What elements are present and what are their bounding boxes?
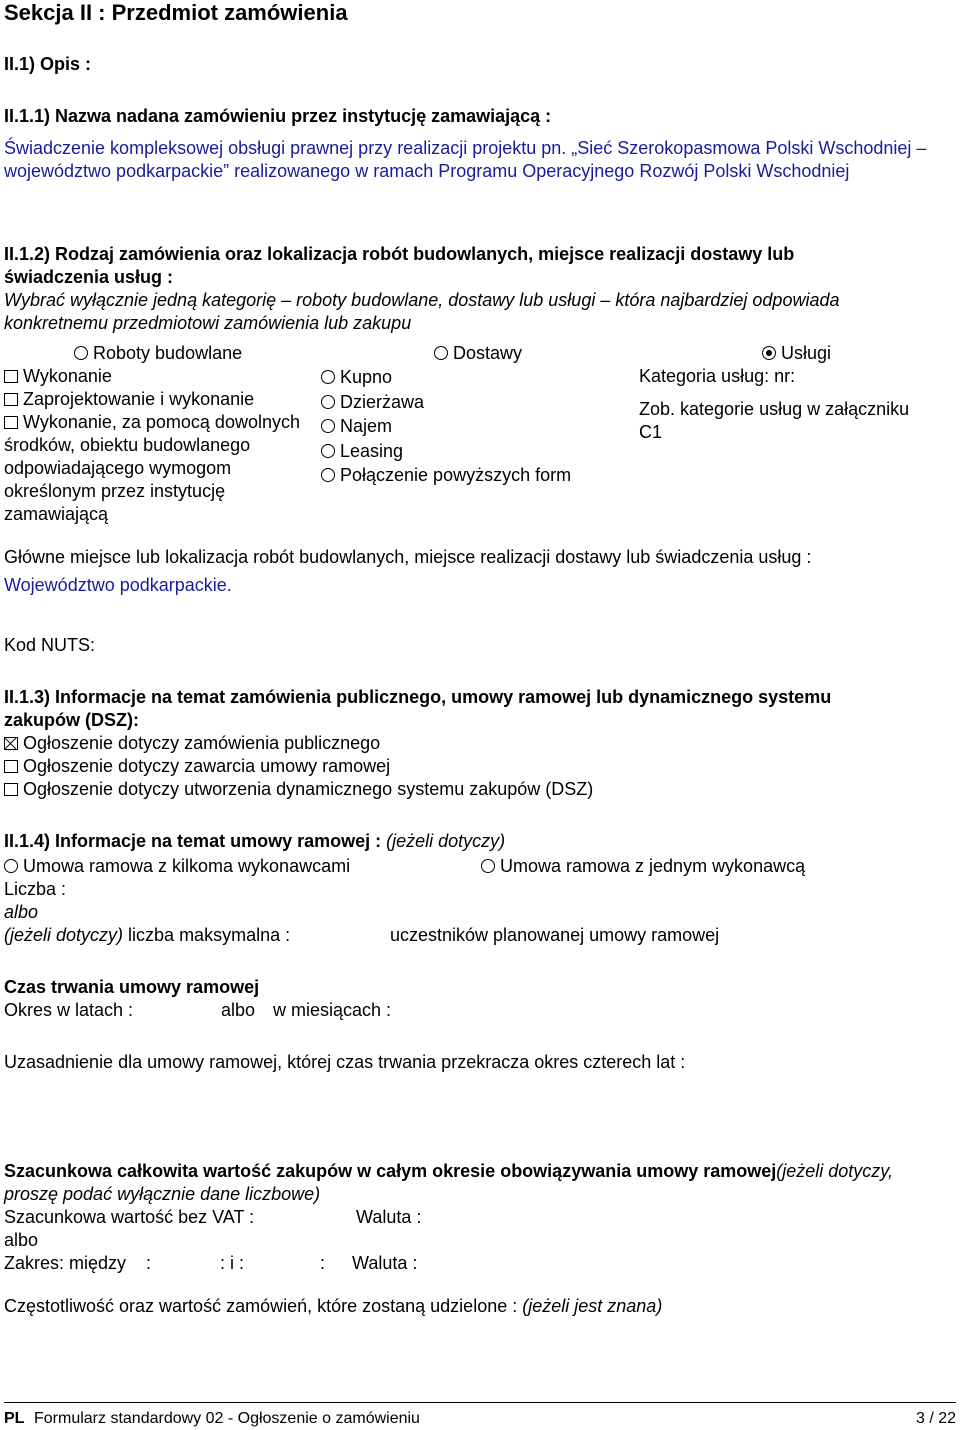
checkbox-icon[interactable]	[4, 760, 18, 773]
checkbox-icon[interactable]	[4, 393, 18, 406]
szacunkowa-heading	[4, 1160, 893, 1183]
checkbox-checked-icon[interactable]	[4, 737, 18, 750]
opis-heading: II.1) Opis :	[4, 54, 92, 74]
radio-empty-icon[interactable]	[481, 859, 495, 873]
radio-empty-icon[interactable]	[4, 859, 18, 873]
roboty-option-dowolne[interactable]	[4, 411, 300, 434]
option-label: Dzierżawa	[340, 392, 425, 412]
radio-empty-icon[interactable]	[321, 370, 335, 384]
uslugi-zob-line2: C1	[639, 422, 663, 442]
szacunkowa-heading-text: Szacunkowa całkowita wartość zakupów w całym okresie obowiązywania umowy ramowej	[4, 1161, 777, 1181]
radio-empty-icon[interactable]	[74, 346, 88, 360]
option-label: Umowa ramowa z jednym wykonawcą	[500, 856, 806, 876]
czestotliwosc-note: (jeżeli jest znana)	[522, 1296, 663, 1316]
footer-form-title: Formularz standardowy 02 - Ogłoszenie o zamówieniu	[34, 1410, 420, 1427]
roboty-option-dowolne-line4: określonym przez instytucję	[4, 481, 226, 501]
umowa-heading-text: II.1.4) Informacje na temat umowy ramowej :	[4, 831, 382, 851]
option-label: Kupno	[340, 367, 393, 387]
informacje-option-zamowienie[interactable]	[4, 732, 380, 755]
rodzaj-heading-line2: świadczenia usług :	[4, 267, 174, 287]
category-roboty-label: Roboty budowlane	[93, 343, 243, 363]
umowa-uczestnikow: uczestników planowanej umowy ramowej	[390, 925, 720, 945]
radio-selected-icon[interactable]	[762, 346, 776, 360]
dostawy-option-kupno[interactable]	[321, 366, 392, 389]
option-label: Najem	[340, 416, 393, 436]
umowa-radio-kilkoma[interactable]	[4, 855, 350, 878]
nazwa-heading: II.1.1) Nazwa nadana zamówieniu przez instytucję zamawiającą :	[4, 106, 552, 126]
dostawy-option-dzierzawa[interactable]	[321, 391, 424, 414]
umowa-heading	[4, 830, 505, 853]
umowa-max-label: liczba maksymalna :	[128, 925, 291, 945]
footer-lang: PL	[4, 1410, 25, 1427]
miesiacach-label: w miesiącach :	[273, 1000, 392, 1020]
czas-heading: Czas trwania umowy ramowej	[4, 977, 260, 997]
roboty-option-zaprojektowanie[interactable]	[4, 388, 254, 411]
informacje-option-dsz[interactable]	[4, 778, 593, 801]
szacunkowa-albo: albo	[4, 1230, 39, 1250]
category-dostawy-label: Dostawy	[453, 343, 523, 363]
czestotliwosc-label: Częstotliwość oraz wartość zamówień, które zostaną udzielone :	[4, 1296, 518, 1316]
waluta-label-2: Waluta :	[352, 1253, 418, 1273]
nazwa-value: Świadczenie kompleksowej obsługi prawnej przy realizacji projektu pn. „Sieć Szerokopasmowa Polski Wschodniej – województwo podkarpackie” realizowanego w ramach Programu Operacyjnego Rozwój Polski Wschodniej	[4, 138, 927, 181]
option-label: Leasing	[340, 441, 404, 461]
footer-divider	[4, 1402, 956, 1403]
option-label: Ogłoszenie dotyczy zawarcia umowy ramowej	[23, 756, 391, 776]
roboty-option-dowolne-line5: zamawiającą	[4, 504, 109, 524]
informacje-option-umowa-ramowa[interactable]	[4, 755, 390, 778]
option-label: Wykonanie, za pomocą dowolnych	[23, 412, 300, 432]
okres-albo: albo	[221, 1000, 256, 1020]
category-uslugi[interactable]	[762, 342, 831, 365]
dostawy-option-leasing[interactable]	[321, 440, 403, 463]
miejsce-label: Główne miejsce lub lokalizacja robót budowlanych, miejsce realizacji dostawy lub świadczenia usług :	[4, 547, 812, 567]
czestotliwosc	[4, 1295, 662, 1318]
umowa-albo: albo	[4, 902, 39, 922]
dostawy-option-polaczenie[interactable]	[321, 464, 571, 487]
zakres-colon-1: :	[146, 1253, 152, 1273]
rodzaj-heading-line1: II.1.2) Rodzaj zamówienia oraz lokalizacja robót budowlanych, miejsce realizacji dostawy lub	[4, 244, 795, 264]
umowa-max-note: (jeżeli dotyczy)	[4, 925, 124, 945]
zakres-label: Zakres: między	[4, 1253, 127, 1273]
category-uslugi-label: Usługi	[781, 343, 832, 363]
checkbox-icon[interactable]	[4, 416, 18, 429]
option-label: Połączenie powyższych form	[340, 465, 572, 485]
radio-empty-icon[interactable]	[321, 444, 335, 458]
category-roboty[interactable]	[74, 342, 242, 365]
informacje-heading-line1: II.1.3) Informacje na temat zamówienia publicznego, umowy ramowej lub dynamicznego systemu	[4, 687, 832, 707]
option-label: Umowa ramowa z kilkoma wykonawcami	[23, 856, 351, 876]
roboty-option-dowolne-line2: środków, obiektu budowlanego	[4, 435, 251, 455]
uzasadnienie-label: Uzasadnienie dla umowy ramowej, której czas trwania przekracza okres czterech lat :	[4, 1052, 686, 1072]
section-title: Sekcja II : Przedmiot zamówienia	[4, 0, 348, 25]
checkbox-icon[interactable]	[4, 370, 18, 383]
zakres-colon-i: : i :	[220, 1253, 245, 1273]
option-label: Ogłoszenie dotyczy utworzenia dynamicznego systemu zakupów (DSZ)	[23, 779, 594, 799]
rodzaj-instruction-line1: Wybrać wyłącznie jedną kategorię – roboty budowlane, dostawy lub usługi – która najbardziej odpowiada	[4, 290, 840, 310]
roboty-option-wykonanie[interactable]	[4, 365, 112, 388]
roboty-option-dowolne-line3: odpowiadającego wymogom	[4, 458, 232, 478]
informacje-heading-line2: zakupów (DSZ):	[4, 710, 139, 730]
checkbox-icon[interactable]	[4, 783, 18, 796]
szacunkowa-note-line1: (jeżeli dotyczy,	[776, 1161, 893, 1181]
option-label: Wykonanie	[23, 366, 112, 386]
waluta-label-1: Waluta :	[356, 1207, 422, 1227]
bez-vat-label: Szacunkowa wartość bez VAT :	[4, 1207, 255, 1227]
szacunkowa-note-line2: proszę podać wyłącznie dane liczbowe)	[4, 1184, 321, 1204]
umowa-radio-jednym[interactable]	[481, 855, 805, 878]
umowa-liczba: Liczba :	[4, 879, 67, 899]
zakres-colon-2: :	[320, 1253, 326, 1273]
dostawy-option-najem[interactable]	[321, 415, 392, 438]
radio-empty-icon[interactable]	[434, 346, 448, 360]
uslugi-zob-line1: Zob. kategorie usług w załączniku	[639, 399, 910, 419]
radio-empty-icon[interactable]	[321, 468, 335, 482]
uslugi-kategoria: Kategoria usług: nr:	[639, 366, 796, 386]
option-label: Zaprojektowanie i wykonanie	[23, 389, 255, 409]
option-label: Ogłoszenie dotyczy zamówienia publicznego	[23, 733, 381, 753]
radio-empty-icon[interactable]	[321, 419, 335, 433]
umowa-heading-note: (jeżeli dotyczy)	[386, 831, 506, 851]
footer-page-number: 3 / 22	[915, 1410, 956, 1427]
miejsce-value: Województwo podkarpackie.	[4, 575, 232, 595]
radio-empty-icon[interactable]	[321, 395, 335, 409]
umowa-max	[4, 924, 290, 947]
rodzaj-instruction-line2: konkretnemu przedmiotowi zamówienia lub zakupu	[4, 313, 412, 333]
okres-label: Okres w latach :	[4, 1000, 134, 1020]
category-dostawy[interactable]	[434, 342, 522, 365]
nuts-label: Kod NUTS:	[4, 635, 96, 655]
